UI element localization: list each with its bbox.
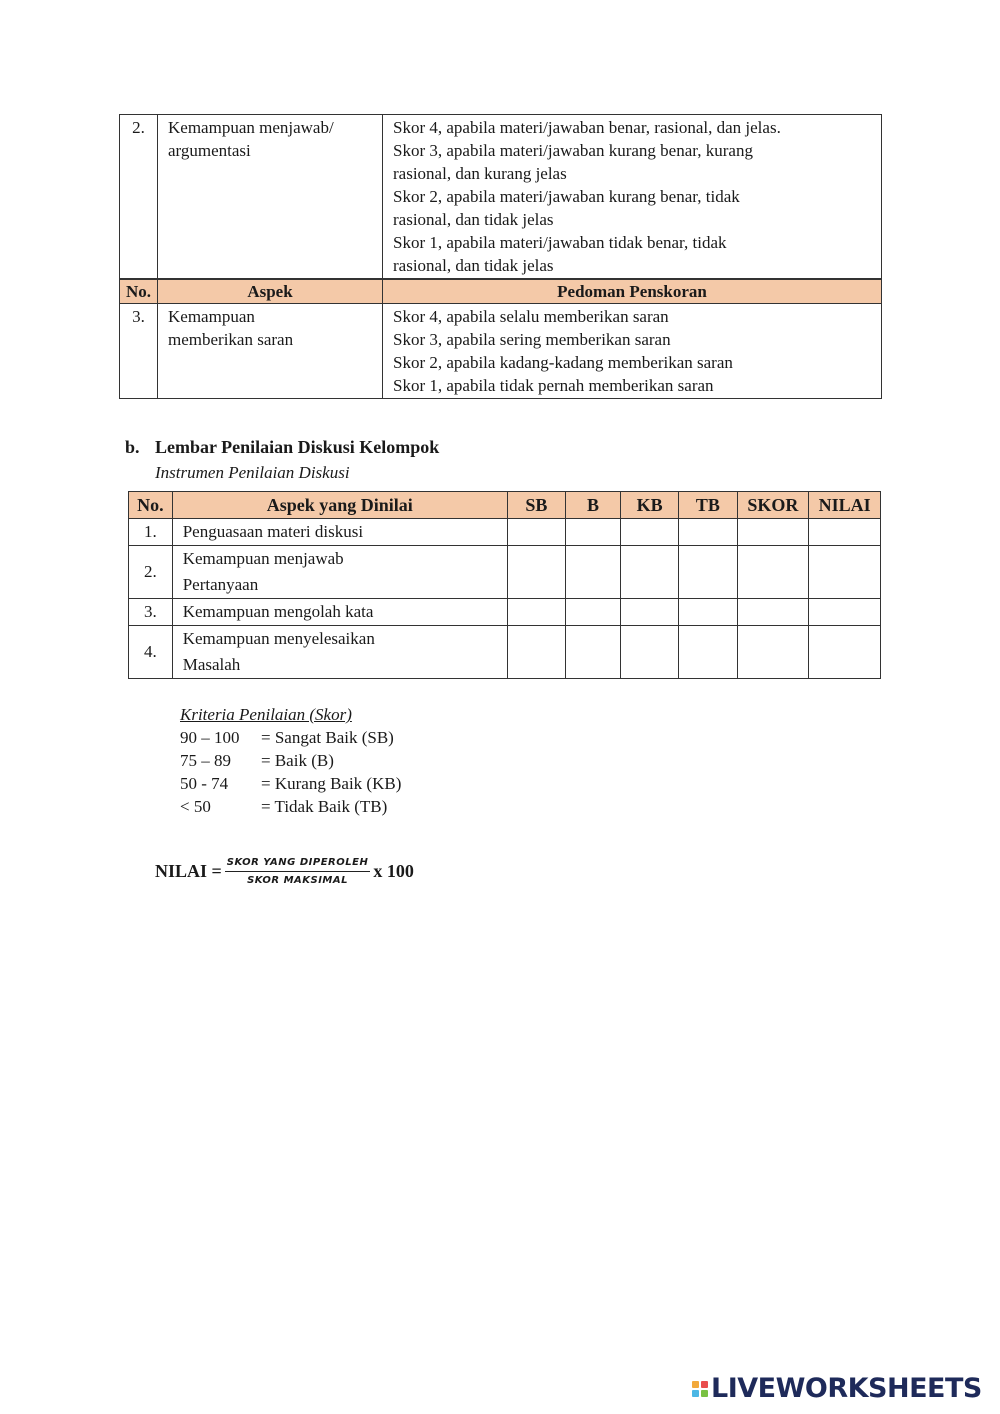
header-aspect: Aspek yang Dinilai: [172, 492, 507, 519]
kb-cell[interactable]: [620, 599, 678, 626]
sb-cell[interactable]: [507, 599, 565, 626]
criteria-item: [180, 726, 401, 749]
row-number: 3.: [129, 599, 173, 626]
aspect-cell: [158, 115, 383, 280]
table-row: [129, 519, 881, 546]
criteria-item: [180, 749, 401, 772]
criteria-item: [180, 772, 401, 795]
scoring-cell: [383, 115, 882, 280]
row-number: 2.: [120, 115, 158, 280]
kb-cell[interactable]: [620, 626, 678, 679]
formula-fraction: [225, 857, 371, 886]
tb-cell[interactable]: [679, 626, 737, 679]
criteria-title: Kriteria Penilaian (Skor): [180, 705, 352, 724]
aspect-line: Kemampuan menjawab: [182, 549, 344, 568]
kb-cell[interactable]: [620, 546, 678, 599]
criteria-label: = Kurang Baik (KB): [261, 774, 402, 793]
header-tb: TB: [679, 492, 737, 519]
liveworksheets-logo: [692, 1373, 982, 1404]
formula-denominator: SKOR MAKSIMAL: [247, 875, 348, 886]
section-number: b.: [125, 437, 140, 457]
section-subtitle: Instrumen Penilaian Diskusi: [155, 463, 350, 482]
header-nilai: NILAI: [809, 492, 881, 519]
logo-square: [692, 1390, 699, 1397]
formula-numerator: SKOR YANG DIPEROLEH: [225, 857, 371, 872]
skor-cell[interactable]: [737, 546, 809, 599]
section-heading: [125, 437, 439, 458]
scoring-line: Skor 1, apabila tidak pernah memberikan saran: [393, 376, 714, 395]
header-skor: SKOR: [737, 492, 809, 519]
aspect-line: Pertanyaan: [182, 575, 259, 594]
formula-rhs: x 100: [373, 861, 414, 881]
logo-square: [692, 1381, 699, 1388]
aspect-line: memberikan saran: [168, 330, 294, 349]
scoring-line: rasional, dan tidak jelas: [393, 256, 554, 275]
aspect-line: Masalah: [182, 655, 241, 674]
tb-cell[interactable]: [679, 546, 737, 599]
criteria-label: = Tidak Baik (TB): [261, 797, 388, 816]
table-row: [129, 626, 881, 679]
nilai-cell[interactable]: [809, 599, 881, 626]
score-formula: [155, 857, 414, 886]
criteria-label: = Baik (B): [261, 751, 334, 770]
scoring-line: Skor 4, apabila materi/jawaban benar, rasional, dan jelas.: [393, 118, 781, 137]
criteria-label: = Sangat Baik (SB): [261, 728, 394, 747]
formula-lhs: NILAI =: [155, 861, 222, 881]
scoring-line: rasional, dan tidak jelas: [393, 210, 554, 229]
aspect-cell: [172, 546, 507, 599]
table-row: [120, 115, 882, 280]
scoring-line: Skor 3, apabila sering memberikan saran: [393, 330, 671, 349]
criteria-item: [180, 795, 401, 818]
scoring-line: Skor 2, apabila materi/jawaban kurang benar, tidak: [393, 187, 740, 206]
scoring-line: Skor 4, apabila selalu memberikan saran: [393, 307, 669, 326]
aspect-line: Penguasaan materi diskusi: [182, 522, 364, 541]
criteria-range: < 50: [180, 797, 211, 816]
header-kb: KB: [620, 492, 678, 519]
header-no: No.: [129, 492, 173, 519]
scoring-cell: [383, 304, 882, 399]
table-row: [120, 304, 882, 399]
nilai-cell[interactable]: [809, 626, 881, 679]
aspect-cell: [172, 519, 507, 546]
header-b: B: [566, 492, 621, 519]
logo-icon: [692, 1381, 708, 1397]
row-number: 1.: [129, 519, 173, 546]
criteria-range: 90 – 100: [180, 728, 240, 747]
criteria-range: 50 - 74: [180, 774, 229, 793]
table-header-row: [120, 279, 882, 304]
tb-cell[interactable]: [679, 599, 737, 626]
nilai-cell[interactable]: [809, 519, 881, 546]
header-no: No.: [120, 279, 158, 304]
table-row: [129, 599, 881, 626]
scoring-line: Skor 3, apabila materi/jawaban kurang benar, kurang: [393, 141, 753, 160]
row-number: 4.: [129, 626, 173, 679]
row-number: 2.: [129, 546, 173, 599]
scoring-line: rasional, dan kurang jelas: [393, 164, 567, 183]
header-sb: SB: [507, 492, 565, 519]
sb-cell[interactable]: [507, 546, 565, 599]
logo-text: LIVEWORKSHEETS: [711, 1373, 982, 1404]
b-cell[interactable]: [566, 546, 621, 599]
header-aspect: Aspek: [158, 279, 383, 304]
b-cell[interactable]: [566, 599, 621, 626]
logo-square: [701, 1390, 708, 1397]
aspect-line: Kemampuan menyelesaikan: [182, 629, 375, 648]
sb-cell[interactable]: [507, 626, 565, 679]
sb-cell[interactable]: [507, 519, 565, 546]
aspect-line: Kemampuan menjawab/: [168, 118, 334, 137]
aspect-line: Kemampuan mengolah kata: [182, 602, 374, 621]
row-number: 3.: [120, 304, 158, 399]
b-cell[interactable]: [566, 626, 621, 679]
logo-square: [701, 1381, 708, 1388]
aspect-line: Kemampuan: [168, 307, 255, 326]
aspect-cell: [172, 626, 507, 679]
section-title: Lembar Penilaian Diskusi Kelompok: [155, 437, 440, 457]
skor-cell[interactable]: [737, 519, 809, 546]
skor-cell[interactable]: [737, 626, 809, 679]
scoring-criteria: [180, 703, 401, 818]
aspect-cell: [172, 599, 507, 626]
kb-cell[interactable]: [620, 519, 678, 546]
scoring-line: Skor 1, apabila materi/jawaban tidak benar, tidak: [393, 233, 727, 252]
criteria-range: 75 – 89: [180, 751, 231, 770]
skor-cell[interactable]: [737, 599, 809, 626]
b-cell[interactable]: [566, 519, 621, 546]
scoring-guide-table: [119, 114, 882, 399]
header-scoring-guide: Pedoman Penskoran: [383, 279, 882, 304]
table-row: [129, 546, 881, 599]
table-header-row: [129, 492, 881, 519]
discussion-assessment-table: [128, 491, 881, 679]
scoring-line: Skor 2, apabila kadang-kadang memberikan saran: [393, 353, 733, 372]
aspect-cell: [158, 304, 383, 399]
aspect-line: argumentasi: [168, 141, 251, 160]
nilai-cell[interactable]: [809, 546, 881, 599]
tb-cell[interactable]: [679, 519, 737, 546]
